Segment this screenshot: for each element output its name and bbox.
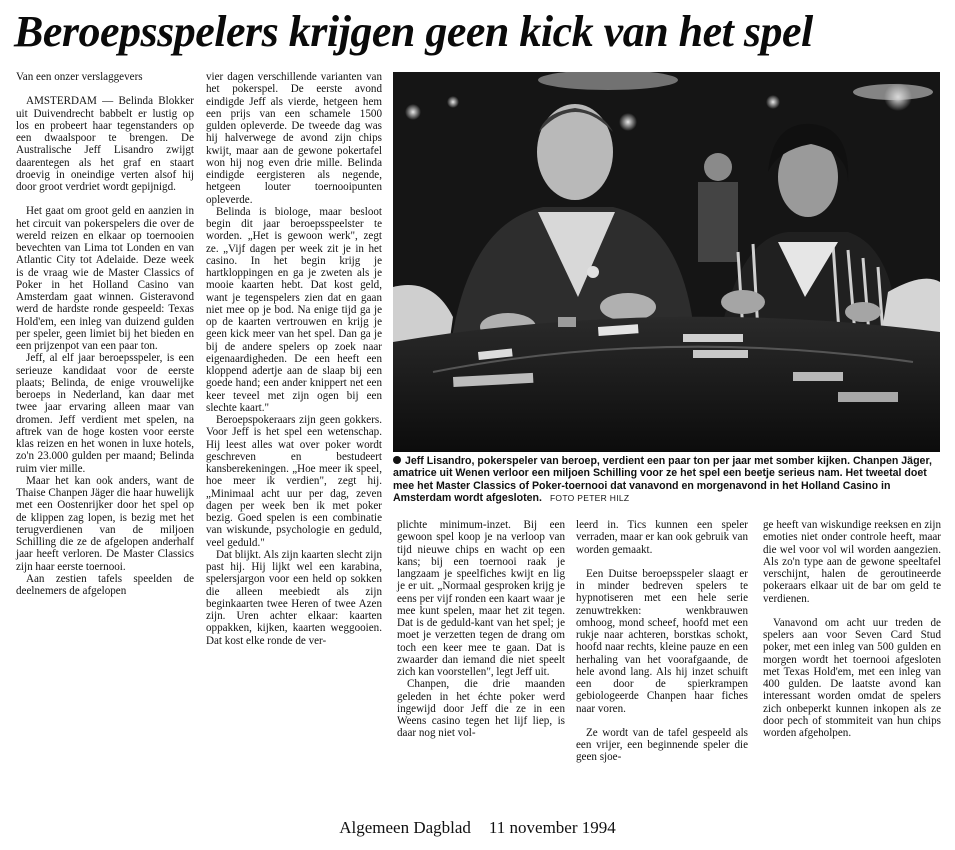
article-column-4 [576,519,748,764]
paragraph: Het gaat om groot geld en aanzien in het circuit van pokerspelers die over de wereld reizen en elkaar op toernooien bevechten van Lima tot Londen en van Atlantic City tot Adelaide. Deze week is de vraag wie de Master Classics of Poker in het Holland Casino van Amsterdam gaat winnen. Gisteravond werd de hardste ronde gespeeld: Texas Hold'em, een inleg van duizend gulden per speler, geen limiet bij het bieden en een prijzenpot van een paar ton. [16,205,194,352]
photo-poker-players [393,72,940,452]
article-column-2 [206,71,382,647]
caption-text: Jeff Lisandro, pokerspeler van beroep, verdient een paar ton per jaar met somber kijken. Chanpen Jäger, amatrice uit Wenen verloor een miljoen Schilling voor ze het spel een beetje serieus nam. Het tweetal doet mee het Master Classics of Poker-toernooi dat vanavond en morgenavond in het Holland Casino in Amsterdam wordt afgesloten. [393,455,932,504]
paragraph: Jeff, al elf jaar beroepsspeler, is een serieuze kandidaat voor de eerste plaats; Belinda, de enige vrouwelijke beroeps in Nederland, kan daar met twee jaar ervaring alleen maar van dromen. Jeff verdient met spelen, na aftrek van de hoge kosten voor eerste klas reizen en het wonen in luxe hotels, zo'n 23.000 gulden per maand; Belinda ruim vier mille. [16,352,194,475]
paragraph: Vanavond om acht uur treden de spelers aan voor Seven Card Stud poker, met een inleg van 500 gulden en morgen wordt het toernooi afgesloten met Texas Hold'em, met een inleg van 400 gulden. De laatste avond kan interessant worden omdat de spelers zich onbeperkt kunnen inkopen als ze door pech of stommiteit van hun chips worden afgeholpen. [763,616,941,739]
source-footer [0,818,955,838]
photo-image [393,72,940,452]
bullet-icon [393,456,401,464]
paragraph: Chanpen, die drie maanden geleden in het échte poker werd ingewijd door Jeff die ze in een Weens casino tegen het lijf liep, is daar nog niet vol- [397,678,565,740]
paragraph: Maar het kan ook anders, want de Thaise Chanpen Jäger die haar huwelijk met een Oostenrijker door het spel op de klippen zag lopen, is bezig met het terugverdienen van de miljoen Schilling die ze de afgelopen anderhalf jaar heeft verloren. De Master Classics zijn haar eerste toernooi. [16,474,194,573]
paragraph: Beroepspokeraars zijn geen gokkers. Voor Jeff is het spel een wetenschap. Hij leest alles wat over poker wordt geschreven en bestudeert kansberekeningen. „Hoe meer ik speel, hoe meer ik verdien", zegt hij. „Minimaal acht uur per dag, zeven dagen per week ben ik met poker bezig. Goed spelen is een combinatie van wiskunde, psychologie en geduld, veel geduld." [206,414,382,549]
newspaper-name: Algemeen Dagblad [339,818,471,837]
paragraph: Ze wordt van de tafel gespeeld als een vrijer, een beginnende speler die geen sjoe- [576,726,748,764]
paragraph: plichte minimum-inzet. Bij een gewoon spel koop je na verloop van tijd nieuwe chips en wacht op een kans; bij een toernooi raak je langzaam je speelfiches kwijt en lig je er uit. „Normaal gesproken krijg je eens per vijf ronden een kaart waar je mee kunt spelen, maar het zit tegen. Dat is de geduld-kant van het spel; je moet je verzetten tegen de drang om toch een keer mee te gaan. Dat is zwaarder dan iemand die niet speelt zich kan voorstellen", legt Jeff uit. [397,519,565,678]
headline: Beroepsspelers krijgen geen kick van het spel [14,7,813,56]
paragraph: Een Duitse beroepsspeler slaagt er in minder bedreven spelers te hypnotiseren met een hele serie zenuwtrekken: wenkbrauwen omhoog, mond scheef, hoofd met een rukje naar achteren, borstkas schokt, hoofd naar rechts, kleine pauze en een herhaling van het voorafgaande, de hele avond lang. Als hij inzet schuift een door de spierkrampen gebiologeerde Chanpen haar fiches naar voren. [576,567,748,715]
article-column-5 [763,519,941,739]
photo-caption [393,455,945,504]
publication-date: 11 november 1994 [488,818,616,837]
article-column-3 [397,519,565,740]
paragraph: leerd in. Tics kunnen een speler verraden, maar er kan ook gebruik van worden gemaakt. [576,519,748,556]
article-column-1 [16,71,194,597]
paragraph: ge heeft van wiskundige reeksen en zijn emoties niet onder controle heeft, maar die wel voor vol wil worden aangezien. Als zo'n type aan de gewone speeltafel verschijnt, halen de geroutineerde pokeraars elkaar uit de bar om geld te verdienen. [763,519,941,605]
paragraph: Belinda is biologe, maar besloot begin dit jaar beroepsspeelster te worden. „Het is gewoon werk", zegt ze. „Vijf dagen per week zit je in het casino. In het begin krijg je hartkloppingen en ga je zweten als je mooie kaarten hebt. Dat kost geld, want je tegenspelers zien dat en gaan niet mee op je bod. Na enige tijd ga je op de kaarten vertrouwen en krijg je geen kick meer van het spel. Dan ga je bij de andere spelers op zoek naar eigenaardigheden. De een heeft een kloppend adertje aan de slaap bij een goede hand; een ander knippert net een keer teveel met zijn ogen bij een slechte kaart." [206,205,382,414]
paragraph: Dat blijkt. Als zijn kaarten slecht zijn past hij. Hij lijkt wel een karabina, spelersjargon voor een held op sokken die alleen meebiedt als zijn beginkaarten twee Heren of twee Azen zijn. Uren achter elkaar: kaarten oppakken, kijken, kaarten weggooien. Dat kost elke ronde de ver- [206,548,382,647]
paragraph: vier dagen verschillende varianten van het pokerspel. De eerste avond eindigde Jeff als vierde, hetgeen hem een prijs van een schamele 1500 gulden opleverde. De tweede dag was hij halverwege de avond zijn chips kwijt, maar aan de gewone pokertafel won hij nog even drie mille. Belinda eindigde eergisteren als negende, hetgeen louter toernooipunten opleverde. [206,71,382,206]
photo-credit: FOTO PETER HILZ [549,492,630,503]
byline: Van een onzer verslaggevers [16,71,143,83]
paragraph: Aan zestien tafels speelden de deelnemers de afgelopen [16,572,194,597]
paragraph: AMSTERDAM — Belinda Blokker uit Duivendrecht babbelt er lustig op los en probeert haar tegenstanders op een dwaalspoor te brengen. De Australische Jeff Lisandro zwijgt daarentegen als het graf en staart droevig in oneindige verten alsof hij door groot verdriet wordt gepijnigd. [16,95,194,193]
